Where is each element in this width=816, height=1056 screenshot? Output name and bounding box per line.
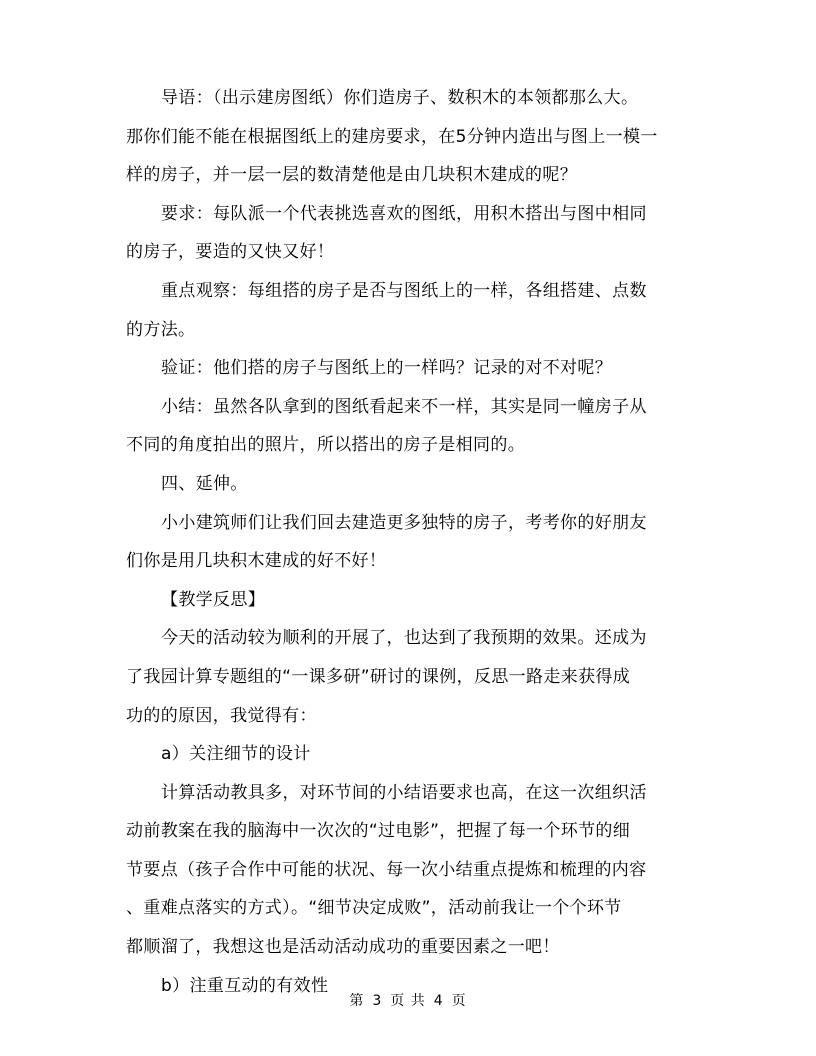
text-line: 、重难点落实的方式）。“细节决定成败”，活动前我让一个个环节 — [126, 898, 622, 919]
text-line: 要求：每队派一个代表挑选喜欢的图纸，用积木搭出与图中相同 — [161, 203, 647, 224]
text-line: 小结：虽然各队拿到的图纸看起来不一样，其实是同一幢房子从 — [161, 396, 647, 417]
text-line: a）关注细节的设计 — [161, 744, 311, 765]
text-line: 们你是用几块积木建成的好不好！ — [126, 551, 387, 572]
text-line: b）注重互动的有效性 — [161, 975, 329, 996]
text-line: 不同的角度拍出的照片，所以搭出的房子是相同的。 — [126, 435, 526, 456]
footer-mid: 页 共 — [390, 993, 426, 1009]
text-line: 验证：他们搭的房子与图纸上的一样吗？记录的对不对呢？ — [161, 358, 613, 379]
footer-suffix: 页 — [451, 993, 467, 1009]
text-line: 【教学反思】 — [161, 589, 266, 610]
footer-prefix: 第 — [349, 993, 365, 1009]
text-line: 今天的活动较为顺利的开展了，也达到了我预期的效果。还成为 — [161, 628, 647, 649]
document-body — [126, 88, 690, 1014]
text-line: 样的房子，并一层一层的数清楚他是由几块积木建成的呢？ — [126, 165, 578, 186]
text-line: 了我园计算专题组的“一课多研”研讨的课例，反思一路走来获得成 — [126, 666, 631, 687]
text-line: 导语：（出示建房图纸）你们造房子、数积木的本领都那么大。 — [161, 88, 639, 108]
text-line: 四、延伸。 — [161, 473, 248, 494]
text-line: 的房子，要造的又快又好！ — [126, 242, 335, 263]
text-line: 都顺溜了，我想这也是活动活动成功的重要因素之一吧！ — [126, 937, 560, 958]
text-line: 重点观察：每组搭的房子是否与图纸上的一样，各组搭建、点数 — [161, 280, 647, 301]
text-line: 功的的原因，我觉得有： — [126, 705, 317, 726]
text-line: 节要点（孩子合作中可能的状况、每一次小结重点提炼和梳理的内容 — [126, 859, 647, 880]
text-line: 动前教案在我的脑海中一次次的“过电影”，把握了每一个环节的细 — [126, 821, 631, 842]
footer-current-page: 3 — [372, 993, 383, 1009]
page-footer — [0, 990, 816, 1010]
text-line: 的方法。 — [126, 319, 196, 340]
text-line: 那你们能不能在根据图纸上的建房要求，在5分钟内造出与图上一模一 — [126, 126, 658, 147]
text-line: 计算活动教具多，对环节间的小结语要求也高，在这一次组织活 — [161, 782, 647, 803]
footer-total-pages: 4 — [433, 993, 444, 1009]
text-line: 小小建筑师们让我们回去建造更多独特的房子，考考你的好朋友 — [161, 512, 647, 533]
